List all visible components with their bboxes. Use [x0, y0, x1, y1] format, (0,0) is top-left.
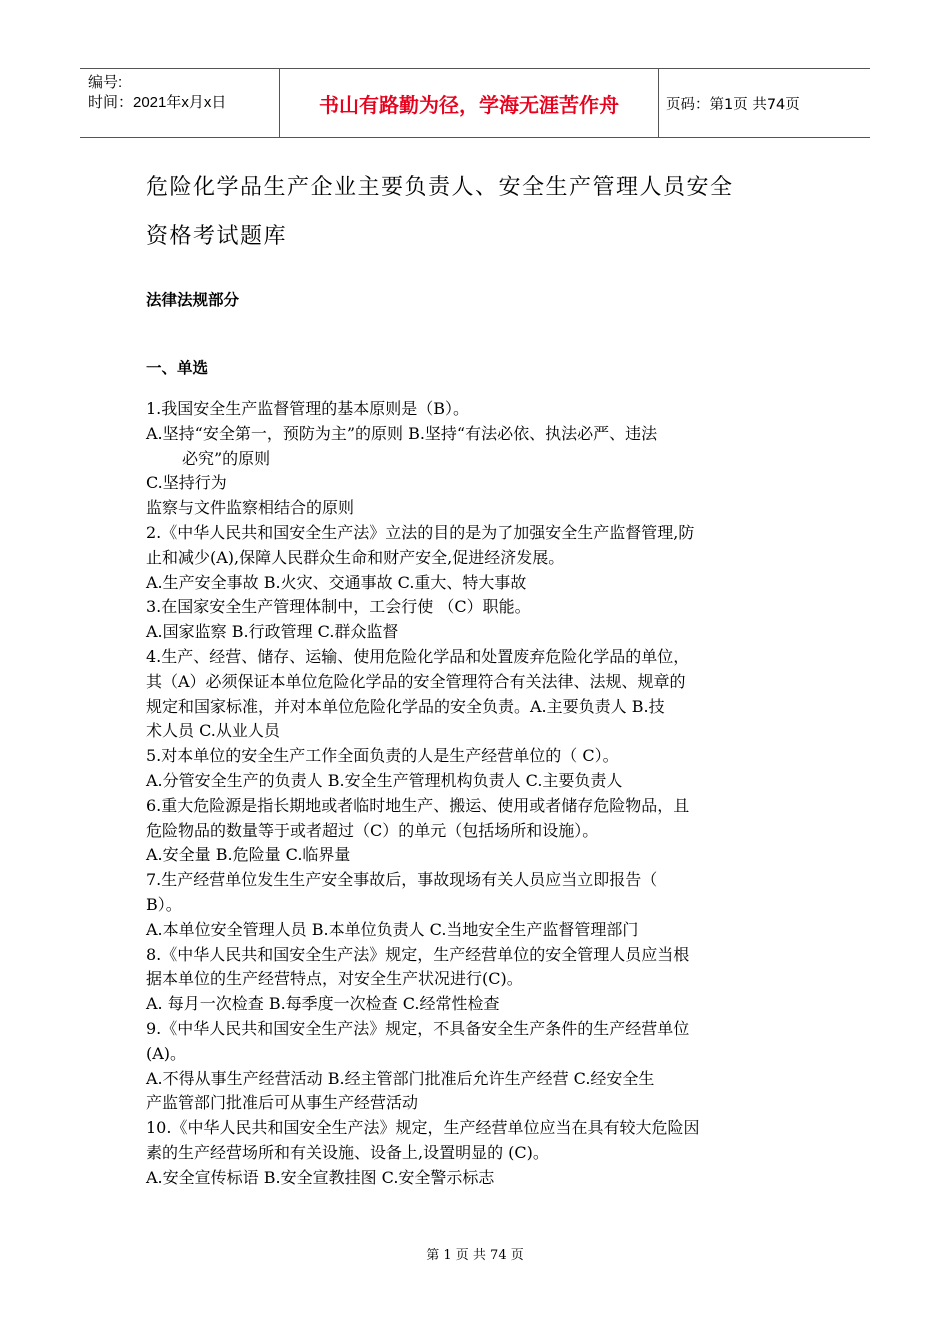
text-line: 止和减少(A),保障人民群众生命和财产安全,促进经济发展。 — [146, 547, 565, 567]
text-line: B）。 — [146, 894, 182, 914]
text-line: 5.对本单位的安全生产工作全面负责的人是生产经营单位的（ C）。 — [146, 746, 619, 766]
text-line: 4.生产、经营、储存、运输、使用危险化学品和处置废弃危险化学品的单位， — [146, 646, 690, 666]
text-line: 其（A）必须保证本单位危险化学品的安全管理符合有关法律、法规、规章的 — [146, 671, 686, 691]
doc-title-line-1: 危险化学品生产企业主要负责人、安全生产管理人员安全 — [146, 175, 734, 200]
text-line: A.生产安全事故 B.火灾、交通事故 C.重大、特大事故 — [146, 572, 527, 592]
text-line: 必究”的原则 — [182, 448, 271, 468]
text-line: 3.在国家安全生产管理体制中，工会行使 （C）职能。 — [146, 597, 531, 617]
text-line: 素的生产经营场所和有关设施、设备上,设置明显的 (C)。 — [146, 1142, 549, 1162]
code-label: 编号: — [88, 74, 123, 91]
text-line: 2.《中华人民共和国安全生产法》立法的目的是为了加强安全生产监督管理,防 — [146, 522, 695, 542]
text-line: 产监管部门批准后可从事生产经营活动 — [146, 1093, 419, 1113]
text-line: 术人员 C.从业人员 — [146, 721, 280, 741]
text-line: 6.重大危险源是指长期地或者临时地生产、搬运、使用或者储存危险物品，且 — [146, 795, 690, 815]
text-line: A.安全量 B.危险量 C.临界量 — [146, 845, 351, 865]
text-line: A.分管安全生产的负责人 B.安全生产管理机构负责人 C.主要负责人 — [146, 770, 623, 790]
section-heading-single-choice: 一、单选 — [146, 359, 209, 377]
time-label: 时间：2021年x月x日 — [88, 94, 227, 111]
text-line: (A)。 — [146, 1043, 187, 1063]
header-page-info: 页码：第1页 共74页 — [666, 96, 800, 113]
text-line: 监察与文件监察相结合的原则 — [146, 498, 355, 518]
text-line: 据本单位的生产经营特点，对安全生产状况进行(C)。 — [146, 969, 523, 989]
text-line: 8.《中华人民共和国安全生产法》规定，生产经营单位的安全管理人员应当根 — [146, 944, 690, 964]
header-meta — [80, 69, 280, 137]
text-line: 1.我国安全生产监督管理的基本原则是（B）。 — [146, 399, 470, 418]
text-line: A.本单位安全管理人员 B.本单位负责人 C.当地安全生产监督管理部门 — [146, 919, 639, 939]
text-line: 10.《中华人民共和国安全生产法》规定，生产经营单位应当在具有较大危险因 — [146, 1118, 700, 1138]
text-line: A.安全宣传标语 B.安全宣教挂图 C.安全警示标志 — [146, 1167, 495, 1187]
document-header — [80, 68, 870, 138]
section-heading-law: 法律法规部分 — [146, 291, 240, 309]
text-line: A.坚持“安全第一，预防为主”的原则 B.坚持“有法必依、执法必严、违法 — [146, 423, 658, 443]
text-line: A.国家监察 B.行政管理 C.群众监督 — [146, 622, 399, 642]
text-line: 9.《中华人民共和国安全生产法》规定，不具备安全生产条件的生产经营单位 — [146, 1018, 690, 1038]
text-line: 危险物品的数量等于或者超过（C）的单元（包括场所和设施）。 — [146, 820, 599, 840]
text-line: A.不得从事生产经营活动 B.经主管部门批准后允许生产经营 C.经安全生 — [146, 1068, 655, 1088]
question-list — [146, 397, 811, 1191]
doc-title-line-2: 资格考试题库 — [146, 224, 288, 249]
text-line: C.坚持行为 — [146, 473, 227, 493]
header-motto: 书山有路勤为径，学海无涯苦作舟 — [280, 69, 659, 137]
text-line: A. 每月一次检查 B.每季度一次检查 C.经常性检查 — [146, 994, 500, 1014]
page-footer: 第 1 页 共 74 页 — [426, 1248, 524, 1263]
text-line: 7.生产经营单位发生生产安全事故后，事故现场有关人员应当立即报告（ — [146, 870, 658, 890]
text-line: 规定和国家标准，并对本单位危险化学品的安全负责。A.主要负责人 B.技 — [146, 696, 665, 716]
